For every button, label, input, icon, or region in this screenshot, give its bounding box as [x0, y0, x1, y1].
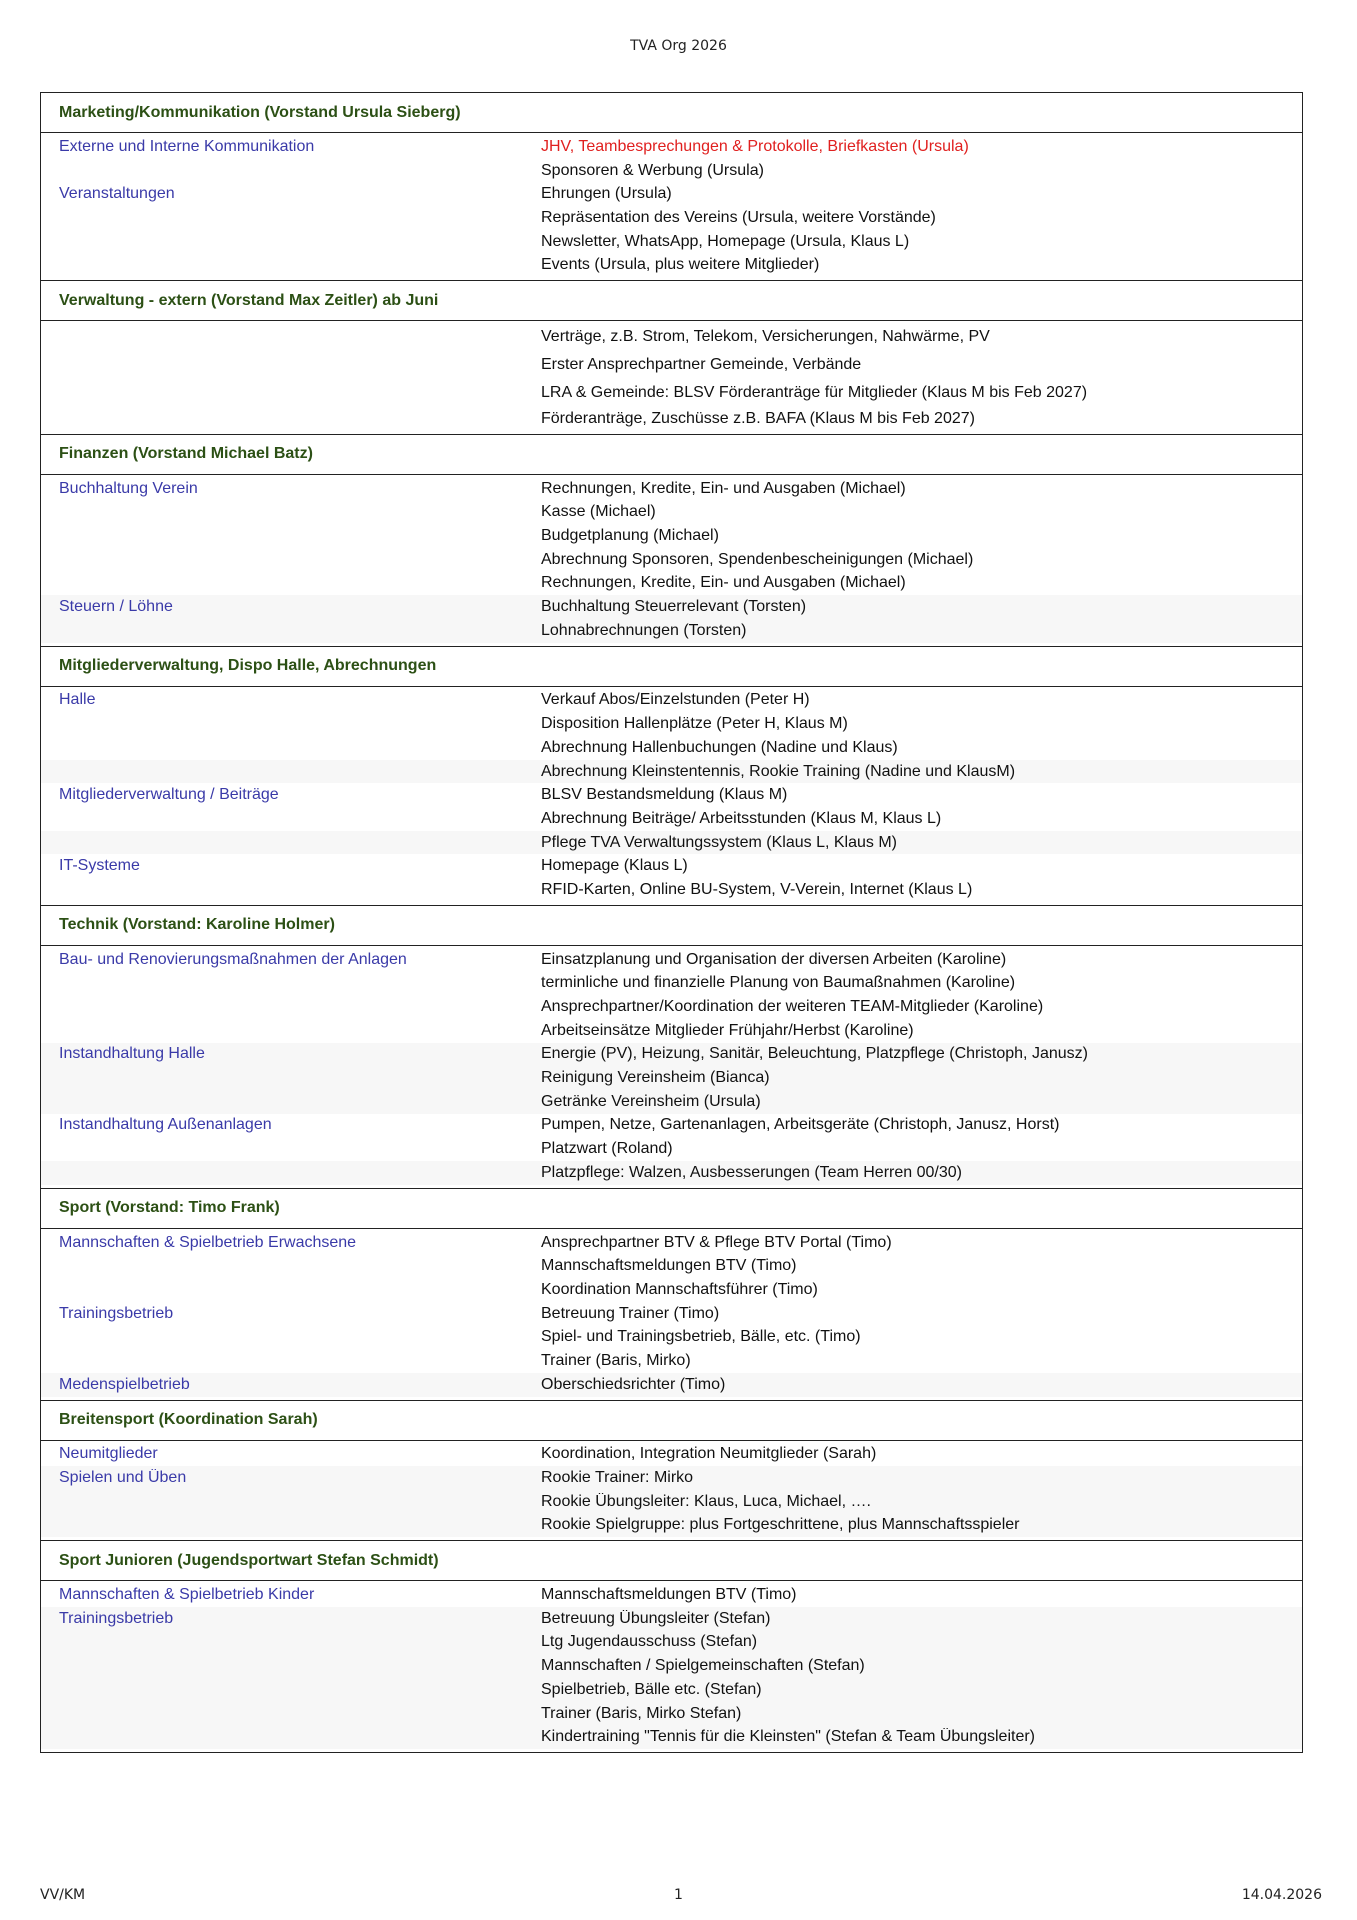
section-body	[41, 946, 1302, 1189]
table-row	[41, 1349, 1302, 1373]
task-label: Rookie Trainer: Mirko	[541, 1469, 694, 1487]
area-label: Externe und Interne Kommunikation	[59, 137, 315, 155]
table-row	[41, 159, 1302, 183]
section-heading: Sport Junioren (Jugendsportwart Stefan Schmidt)	[41, 1541, 1302, 1581]
task-label: Oberschiedsrichter (Timo)	[541, 1375, 726, 1393]
task-label: Ehrungen (Ursula)	[541, 185, 672, 203]
task-label: Reinigung Vereinsheim (Bianca)	[541, 1069, 770, 1087]
table-row	[41, 524, 1302, 548]
section-body	[41, 1229, 1302, 1401]
task-label: Trainer (Baris, Mirko Stefan)	[541, 1704, 742, 1722]
task-label: Spiel- und Trainingsbetrieb, Bälle, etc. (Timo)	[541, 1328, 861, 1346]
table-row	[41, 760, 1302, 784]
table-row	[41, 407, 1302, 431]
area-label: Bau- und Renovierungsmaßnahmen der Anlagen	[59, 950, 407, 968]
section-body	[41, 133, 1302, 281]
task-label: Mannschaften / Spielgemeinschaften (Stefan)	[541, 1657, 865, 1675]
table-row	[41, 1654, 1302, 1678]
table-row	[41, 1702, 1302, 1726]
task-label: Spielbetrieb, Bälle etc. (Stefan)	[541, 1680, 762, 1698]
table-row	[41, 548, 1302, 572]
task-label: Lohnabrechnungen (Torsten)	[541, 621, 747, 639]
task-label: Budgetplanung (Michael)	[541, 527, 719, 545]
task-label: Verkauf Abos/Einzelstunden (Peter H)	[541, 691, 810, 709]
task-label: Betreuung Trainer (Timo)	[541, 1304, 720, 1322]
task-label: Mannschaftsmeldungen BTV (Timo)	[541, 1257, 797, 1275]
table-row	[41, 854, 1302, 878]
table-row	[41, 1019, 1302, 1043]
table-row	[41, 1325, 1302, 1349]
area-label: Halle	[59, 691, 96, 709]
task-label: Mannschaftsmeldungen BTV (Timo)	[541, 1586, 797, 1604]
table-row	[41, 135, 1302, 159]
table-row	[41, 736, 1302, 760]
area-label: Mannschaften & Spielbetrieb Erwachsene	[59, 1233, 357, 1251]
table-row	[41, 1607, 1302, 1631]
task-label: Abrechnung Beiträge/ Arbeitsstunden (Klaus M, Klaus L)	[541, 809, 942, 827]
area-label: Steuern / Löhne	[59, 598, 173, 616]
table-row	[41, 1137, 1302, 1161]
section-heading: Verwaltung - extern (Vorstand Max Zeitler) ab Juni	[41, 281, 1302, 321]
page-title: TVA Org 2026	[630, 38, 727, 54]
task-label: Kasse (Michael)	[541, 503, 656, 521]
task-label: Betreuung Übungsleiter (Stefan)	[541, 1609, 771, 1627]
task-label: Homepage (Klaus L)	[541, 857, 688, 875]
area-label: Veranstaltungen	[59, 185, 175, 203]
table-row	[41, 878, 1302, 902]
section-body	[41, 687, 1302, 906]
task-label: Energie (PV), Heizung, Sanitär, Beleuchtung, Platzpflege (Christoph, Janusz)	[541, 1045, 1088, 1063]
table-row	[41, 501, 1302, 525]
section-heading: Sport (Vorstand: Timo Frank)	[41, 1189, 1302, 1229]
area-label: Instandhaltung Außenanlagen	[59, 1116, 272, 1134]
task-label: LRA & Gemeinde: BLSV Förderanträge für Mitglieder (Klaus M bis Feb 2027)	[541, 384, 1088, 402]
task-label: Ansprechpartner/Koordination der weiteren TEAM-Mitglieder (Karoline)	[541, 998, 1044, 1016]
task-label: Ltg Jugendausschuss (Stefan)	[541, 1633, 758, 1651]
area-label: Trainingsbetrieb	[59, 1304, 174, 1322]
table-row	[41, 1725, 1302, 1749]
section-body	[41, 1441, 1302, 1542]
table-row	[41, 182, 1302, 206]
table-row	[41, 619, 1302, 643]
table-row	[41, 477, 1302, 501]
section-heading: Marketing/Kommunikation (Vorstand Ursula Sieberg)	[41, 93, 1302, 133]
table-row	[41, 1302, 1302, 1326]
task-label: Einsatzplanung und Organisation der diversen Arbeiten (Karoline)	[541, 950, 1007, 968]
table-row	[41, 351, 1302, 379]
task-label: Rookie Übungsleiter: Klaus, Luca, Michael, ….	[541, 1492, 871, 1510]
task-label: Rechnungen, Kredite, Ein- und Ausgaben (Michael)	[541, 479, 906, 497]
area-label: Spielen und Üben	[59, 1469, 187, 1487]
area-label: Mannschaften & Spielbetrieb Kinder	[59, 1586, 315, 1604]
footer-date: 14.04.2026	[1241, 1887, 1322, 1903]
footer-author: VV/KM	[40, 1887, 86, 1903]
area-label: IT-Systeme	[59, 857, 140, 875]
task-label: Koordination, Integration Neumitglieder (Sarah)	[541, 1445, 877, 1463]
task-label: Buchhaltung Steuerrelevant (Torsten)	[541, 598, 807, 616]
table-row	[41, 1373, 1302, 1397]
area-label: Neumitglieder	[59, 1445, 158, 1463]
task-label: JHV, Teambesprechungen & Protokolle, Briefkasten (Ursula)	[541, 137, 969, 155]
task-label: BLSV Bestandsmeldung (Klaus M)	[541, 786, 788, 804]
task-label: Rechnungen, Kredite, Ein- und Ausgaben (Michael)	[541, 574, 906, 592]
table-row	[41, 230, 1302, 254]
task-label: Verträge, z.B. Strom, Telekom, Versicherungen, Nahwärme, PV	[541, 328, 990, 346]
table-row	[41, 1583, 1302, 1607]
task-label: Events (Ursula, plus weitere Mitglieder)	[541, 256, 820, 274]
task-label: terminliche und finanzielle Planung von Baumaßnahmen (Karoline)	[541, 974, 1016, 992]
task-label: Platzpflege: Walzen, Ausbesserungen (Team Herren 00/30)	[541, 1163, 962, 1181]
task-label: Ansprechpartner BTV & Pflege BTV Portal (Timo)	[541, 1233, 892, 1251]
task-label: Trainer (Baris, Mirko)	[541, 1351, 691, 1369]
task-label: Platzwart (Roland)	[541, 1140, 673, 1158]
table-row	[41, 948, 1302, 972]
section-heading: Breitensport (Koordination Sarah)	[41, 1401, 1302, 1441]
table-row	[41, 1678, 1302, 1702]
org-table	[40, 92, 1303, 1753]
footer-page-number: 1	[674, 1887, 683, 1903]
table-row	[41, 689, 1302, 713]
area-label: Trainingsbetrieb	[59, 1609, 174, 1627]
task-label: Getränke Vereinsheim (Ursula)	[541, 1092, 761, 1110]
section-heading: Finanzen (Vorstand Michael Batz)	[41, 435, 1302, 475]
table-row	[41, 595, 1302, 619]
area-label: Medenspielbetrieb	[59, 1375, 190, 1393]
task-label: Repräsentation des Vereins (Ursula, weitere Vorstände)	[541, 208, 936, 226]
table-row	[41, 1443, 1302, 1467]
table-row	[41, 253, 1302, 277]
task-label: Abrechnung Sponsoren, Spendenbescheinigungen (Michael)	[541, 550, 974, 568]
table-row	[41, 831, 1302, 855]
table-row	[41, 1161, 1302, 1185]
section-body	[41, 321, 1302, 435]
area-label: Buchhaltung Verein	[59, 479, 198, 497]
table-row	[41, 1631, 1302, 1655]
task-label: Pumpen, Netze, Gartenanlagen, Arbeitsgeräte (Christoph, Janusz, Horst)	[541, 1116, 1060, 1134]
table-row	[41, 783, 1302, 807]
area-label: Instandhaltung Halle	[59, 1045, 205, 1063]
table-row	[41, 1490, 1302, 1514]
table-row	[41, 323, 1302, 351]
task-label: Arbeitseinsätze Mitglieder Frühjahr/Herbst (Karoline)	[541, 1021, 914, 1039]
table-row	[41, 379, 1302, 407]
task-label: Abrechnung Kleinstentennis, Rookie Training (Nadine und KlausM)	[541, 762, 1016, 780]
table-row	[41, 995, 1302, 1019]
task-label: Newsletter, WhatsApp, Homepage (Ursula, Klaus L)	[541, 232, 910, 250]
task-label: Disposition Hallenplätze (Peter H, Klaus M)	[541, 715, 848, 733]
table-row	[41, 206, 1302, 230]
task-label: RFID-Karten, Online BU-System, V-Verein, Internet (Klaus L)	[541, 880, 973, 898]
table-row	[41, 712, 1302, 736]
task-label: Koordination Mannschaftsführer (Timo)	[541, 1280, 818, 1298]
table-row	[41, 1466, 1302, 1490]
table-row	[41, 807, 1302, 831]
table-row	[41, 1278, 1302, 1302]
table-row	[41, 1231, 1302, 1255]
table-row	[41, 1066, 1302, 1090]
task-label: Pflege TVA Verwaltungssystem (Klaus L, Klaus M)	[541, 833, 898, 851]
table-row	[41, 1514, 1302, 1538]
task-label: Abrechnung Hallenbuchungen (Nadine und Klaus)	[541, 738, 898, 756]
table-row	[41, 1114, 1302, 1138]
table-row	[41, 572, 1302, 596]
task-label: Kindertraining "Tennis für die Kleinsten" (Stefan & Team Übungsleiter)	[541, 1728, 1035, 1746]
section-heading: Technik (Vorstand: Karoline Holmer)	[41, 906, 1302, 946]
area-label: Mitgliederverwaltung / Beiträge	[59, 786, 279, 804]
task-label: Rookie Spielgruppe: plus Fortgeschrittene, plus Mannschaftsspieler	[541, 1516, 1020, 1534]
section-heading: Mitgliederverwaltung, Dispo Halle, Abrechnungen	[41, 647, 1302, 687]
table-row	[41, 1254, 1302, 1278]
table-row	[41, 1043, 1302, 1067]
task-label: Sponsoren & Werbung (Ursula)	[541, 161, 764, 179]
section-body	[41, 475, 1302, 647]
table-row	[41, 1090, 1302, 1114]
task-label: Förderanträge, Zuschüsse z.B. BAFA (Klaus M bis Feb 2027)	[541, 409, 975, 427]
task-label: Erster Ansprechpartner Gemeinde, Verbände	[541, 356, 862, 374]
table-row	[41, 972, 1302, 996]
section-body	[41, 1581, 1302, 1752]
